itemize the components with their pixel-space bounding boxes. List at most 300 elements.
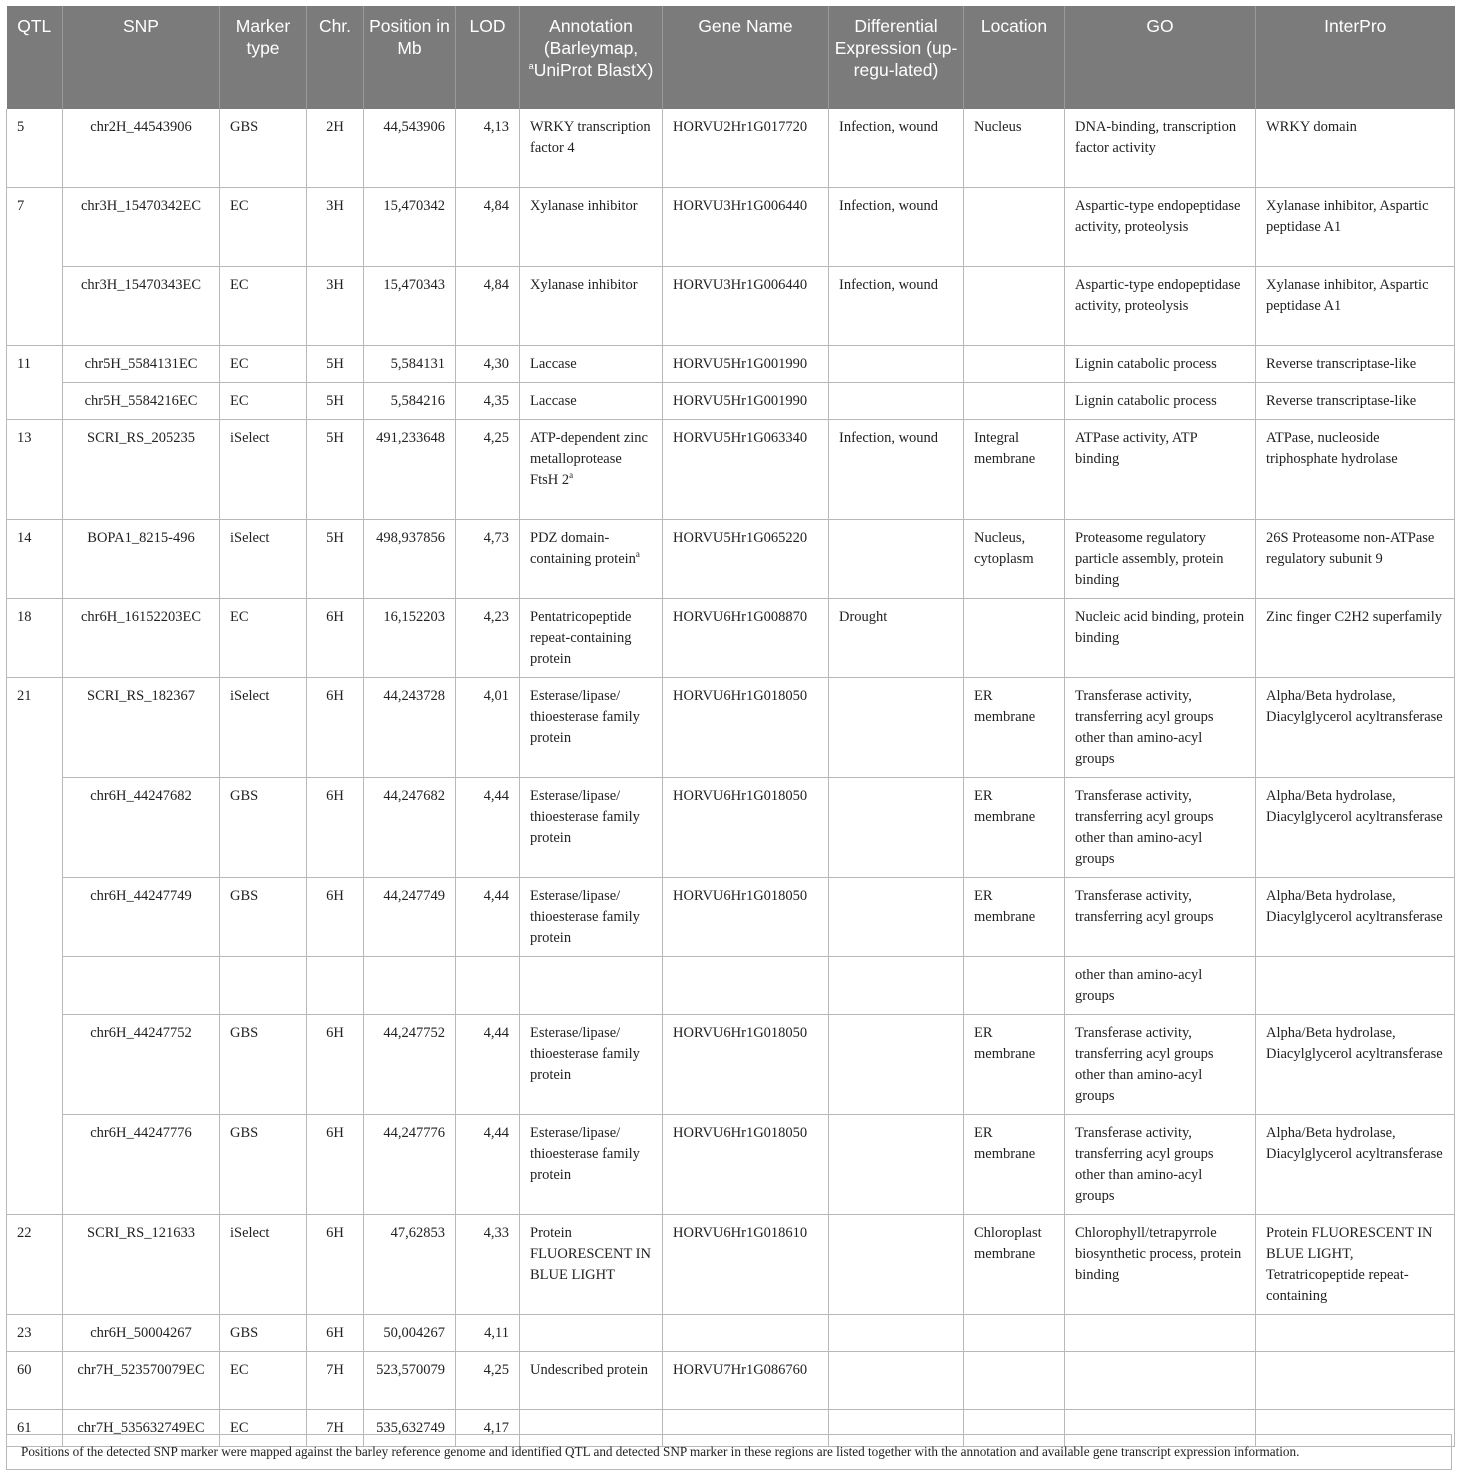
- row-go: [1065, 383, 1256, 420]
- row-marker-type-text: GBS: [230, 119, 259, 135]
- row-go: [1065, 778, 1256, 878]
- row-chr: [307, 599, 364, 678]
- row-annotation-text: Esterase/lipase/ thioesterase family protein: [530, 1125, 640, 1183]
- header-chr: Chr.: [307, 6, 364, 109]
- table-row: [7, 520, 1455, 599]
- row-marker-type-text: EC: [230, 277, 249, 293]
- row-annotation-text: Laccase: [530, 393, 577, 409]
- row-interpro-text: Alpha/Beta hydrolase, Diacylglycerol acyltransferase: [1266, 1025, 1443, 1062]
- row-chr: [307, 1115, 364, 1215]
- row-diff-expression: [829, 383, 964, 420]
- row-qtl: [7, 878, 63, 957]
- row-gene-name-text: HORVU6Hr1G018050: [673, 688, 808, 704]
- row-go: [1065, 520, 1256, 599]
- row-location-text: Nucleus, cytoplasm: [974, 530, 1034, 567]
- row-go: [1065, 599, 1256, 678]
- row-qtl: [7, 1015, 63, 1115]
- row-go: [1065, 957, 1256, 1015]
- row-location: [964, 188, 1065, 267]
- row-interpro: [1256, 599, 1455, 678]
- row-interpro-text: Protein FLUORESCENT IN BLUE LIGHT, Tetratricopeptide repeat-containing: [1266, 1225, 1433, 1304]
- row-chr-text: 6H: [326, 1325, 344, 1341]
- row-interpro: [1256, 267, 1455, 346]
- row-marker-type-text: GBS: [230, 1325, 259, 1341]
- table-row: [7, 188, 1455, 267]
- row-snp-text: chr2H_44543906: [90, 119, 192, 135]
- row-snp: [63, 678, 220, 778]
- row-position: [364, 109, 456, 188]
- row-interpro-text: Reverse transcriptase-like: [1266, 393, 1417, 409]
- row-position-text: 15,470343: [383, 277, 445, 293]
- row-snp-text: SCRI_RS_205235: [87, 430, 195, 446]
- row-marker-type-text: EC: [230, 1362, 249, 1378]
- row-location: [964, 1115, 1065, 1215]
- row-chr-text: 6H: [326, 1025, 344, 1041]
- row-interpro: [1256, 878, 1455, 957]
- row-chr-text: 5H: [326, 530, 344, 546]
- row-lod-text: 4,73: [483, 530, 509, 546]
- row-chr: [307, 1015, 364, 1115]
- row-go: [1065, 267, 1256, 346]
- row-lod-text: 4,13: [483, 119, 509, 135]
- row-go-text: Proteasome regulatory particle assembly, protein binding: [1075, 530, 1224, 588]
- row-qtl: [7, 520, 63, 599]
- row-position-text: 5,584216: [390, 393, 445, 409]
- row-chr: [307, 778, 364, 878]
- row-chr-text: 5H: [326, 356, 344, 372]
- row-snp-text: chr5H_5584131EC: [84, 356, 198, 372]
- row-gene-name-text: HORVU3Hr1G006440: [673, 198, 808, 214]
- row-interpro-text: Alpha/Beta hydrolase, Diacylglycerol acyltransferase: [1266, 688, 1443, 725]
- row-gene-name-text: HORVU6Hr1G018050: [673, 888, 808, 904]
- row-annotation: [520, 1315, 663, 1352]
- row-qtl: [7, 1115, 63, 1215]
- row-location: [964, 1352, 1065, 1410]
- annotation-footnote-marker: a: [635, 549, 640, 560]
- row-marker-type-text: GBS: [230, 1125, 259, 1141]
- row-lod: [456, 520, 520, 599]
- row-annotation: [520, 346, 663, 383]
- row-position: [364, 1215, 456, 1315]
- row-qtl-text: 23: [17, 1325, 32, 1341]
- row-diff-expression: [829, 420, 964, 520]
- row-interpro-text: Alpha/Beta hydrolase, Diacylglycerol acyltransferase: [1266, 1125, 1443, 1162]
- row-gene-name: [663, 1015, 829, 1115]
- row-location: [964, 1015, 1065, 1115]
- row-snp: [63, 109, 220, 188]
- row-position-text: 5,584131: [390, 356, 445, 372]
- row-qtl-text: 60: [17, 1362, 32, 1378]
- row-go-text: Transferase activity, transferring acyl groups: [1075, 888, 1214, 925]
- row-position-text: 44,247749: [383, 888, 445, 904]
- row-marker-type-text: EC: [230, 1420, 249, 1436]
- row-chr: [307, 520, 364, 599]
- row-qtl-text: 21: [17, 688, 32, 704]
- table-row: [7, 1315, 1455, 1352]
- row-location: [964, 383, 1065, 420]
- row-annotation-text: WRKY transcription factor 4: [530, 119, 651, 156]
- row-lod-text: 4,44: [483, 1125, 509, 1141]
- row-lod-text: 4,44: [483, 788, 509, 804]
- row-location: [964, 346, 1065, 383]
- row-interpro-text: Alpha/Beta hydrolase, Diacylglycerol acyltransferase: [1266, 788, 1443, 825]
- row-diff-expression: [829, 346, 964, 383]
- row-location: [964, 267, 1065, 346]
- row-diff-expression: [829, 1015, 964, 1115]
- row-interpro: [1256, 1115, 1455, 1215]
- row-annotation: [520, 520, 663, 599]
- row-interpro: [1256, 1315, 1455, 1352]
- row-gene-name: [663, 1315, 829, 1352]
- row-interpro-text: 26S Proteasome non-ATPase regulatory subunit 9: [1266, 530, 1435, 567]
- row-position-text: 15,470342: [383, 198, 445, 214]
- row-gene-name-text: HORVU5Hr1G001990: [673, 356, 808, 372]
- row-location-text: Integral membrane: [974, 430, 1036, 467]
- table-row: [7, 420, 1455, 520]
- row-chr: [307, 109, 364, 188]
- row-marker-type-text: EC: [230, 356, 249, 372]
- row-annotation-text: Undescribed protein: [530, 1362, 648, 1378]
- row-annotation: [520, 1015, 663, 1115]
- row-position: [364, 599, 456, 678]
- row-location-text: ER membrane: [974, 888, 1036, 925]
- row-annotation-text: Protein FLUORESCENT IN BLUE LIGHT: [530, 1225, 651, 1283]
- table-row: [7, 1115, 1455, 1215]
- header-qtl: QTL: [7, 6, 63, 109]
- row-annotation-text: Xylanase inhibitor: [530, 277, 638, 293]
- row-snp-text: chr6H_16152203EC: [80, 609, 201, 625]
- row-go: [1065, 188, 1256, 267]
- row-chr: [307, 957, 364, 1015]
- row-snp-text: chr7H_535632749EC: [77, 1420, 205, 1436]
- row-snp: [63, 188, 220, 267]
- row-marker-type: [220, 520, 307, 599]
- row-go-text: other than amino-acyl groups: [1075, 967, 1203, 1004]
- row-qtl: [7, 109, 63, 188]
- row-snp: [63, 267, 220, 346]
- row-annotation-text: Esterase/lipase/ thioesterase family protein: [530, 788, 640, 846]
- row-lod-text: 4,25: [483, 430, 509, 446]
- row-interpro-text: Xylanase inhibitor, Aspartic peptidase A1: [1266, 277, 1429, 314]
- row-qtl: [7, 1215, 63, 1315]
- row-go: [1065, 420, 1256, 520]
- row-position-text: 44,543906: [383, 119, 445, 135]
- row-location: [964, 420, 1065, 520]
- row-position-text: 47,62853: [390, 1225, 445, 1241]
- row-position: [364, 778, 456, 878]
- row-snp: [63, 1215, 220, 1315]
- row-lod: [456, 1015, 520, 1115]
- row-lod-text: 4,11: [484, 1325, 509, 1341]
- table-row: [7, 778, 1455, 878]
- row-location-text: Nucleus: [974, 119, 1022, 135]
- row-marker-type: [220, 678, 307, 778]
- row-marker-type-text: GBS: [230, 788, 259, 804]
- row-snp: [63, 346, 220, 383]
- row-qtl: [7, 1315, 63, 1352]
- row-position-text: 44,243728: [383, 688, 445, 704]
- header-position: Position in Mb: [364, 6, 456, 109]
- row-diff-expression-text: Infection, wound: [839, 198, 939, 214]
- row-marker-type-text: iSelect: [230, 688, 270, 704]
- row-gene-name: [663, 1215, 829, 1315]
- row-annotation: [520, 1115, 663, 1215]
- row-location: [964, 678, 1065, 778]
- row-annotation-text: Esterase/lipase/ thioesterase family protein: [530, 1025, 640, 1083]
- row-annotation: [520, 678, 663, 778]
- row-qtl: [7, 678, 63, 778]
- row-annotation-text: Laccase: [530, 356, 577, 372]
- row-snp-text: chr6H_50004267: [90, 1325, 192, 1341]
- row-go-text: ATPase activity, ATP binding: [1075, 430, 1198, 467]
- row-gene-name: [663, 267, 829, 346]
- row-diff-expression: [829, 188, 964, 267]
- row-annotation-text: Esterase/lipase/ thioesterase family protein: [530, 888, 640, 946]
- row-lod-text: 4,33: [483, 1225, 509, 1241]
- row-lod-text: 4,84: [483, 277, 509, 293]
- row-diff-expression: [829, 778, 964, 878]
- row-marker-type: [220, 346, 307, 383]
- row-location: [964, 1315, 1065, 1352]
- row-marker-type-text: EC: [230, 609, 249, 625]
- row-qtl: [7, 778, 63, 878]
- row-interpro: [1256, 957, 1455, 1015]
- row-gene-name: [663, 878, 829, 957]
- row-location: [964, 520, 1065, 599]
- table-row: [7, 267, 1455, 346]
- row-annotation: [520, 957, 663, 1015]
- row-annotation-text: Pentatricopeptide repeat-containing protein: [530, 609, 632, 667]
- row-snp: [63, 957, 220, 1015]
- qtl-snp-table: [6, 6, 1455, 1447]
- row-location-text: ER membrane: [974, 788, 1036, 825]
- table-row: [7, 1015, 1455, 1115]
- table-row: [7, 346, 1455, 383]
- row-diff-expression-text: Infection, wound: [839, 430, 939, 446]
- row-interpro-text: Zinc finger C2H2 superfamily: [1266, 609, 1442, 625]
- row-gene-name-text: HORVU5Hr1G001990: [673, 393, 808, 409]
- row-interpro-text: WRKY domain: [1266, 119, 1357, 135]
- row-lod-text: 4,35: [483, 393, 509, 409]
- row-marker-type: [220, 267, 307, 346]
- row-lod: [456, 346, 520, 383]
- row-annotation-text: Xylanase inhibitor: [530, 198, 638, 214]
- row-position-text: 498,937856: [376, 530, 445, 546]
- row-gene-name: [663, 109, 829, 188]
- row-position-text: 523,570079: [376, 1362, 445, 1378]
- row-qtl-text: 14: [17, 530, 32, 546]
- row-gene-name-text: HORVU6Hr1G018050: [673, 1025, 808, 1041]
- row-marker-type: [220, 1315, 307, 1352]
- row-position-text: 44,247752: [383, 1025, 445, 1041]
- row-interpro: [1256, 1352, 1455, 1410]
- row-lod-text: 4,01: [483, 688, 509, 704]
- annotation-footnote-marker: a: [569, 470, 574, 481]
- row-position: [364, 346, 456, 383]
- row-snp: [63, 383, 220, 420]
- row-marker-type: [220, 778, 307, 878]
- row-chr-text: 6H: [326, 788, 344, 804]
- header-snp: SNP: [63, 6, 220, 109]
- row-lod-text: 4,23: [483, 609, 509, 625]
- row-go-text: DNA-binding, transcription factor activity: [1075, 119, 1237, 156]
- row-snp-text: chr7H_523570079EC: [77, 1362, 205, 1378]
- row-gene-name: [663, 678, 829, 778]
- row-snp: [63, 878, 220, 957]
- row-lod: [456, 383, 520, 420]
- row-gene-name-text: HORVU5Hr1G063340: [673, 430, 808, 446]
- row-location: [964, 778, 1065, 878]
- row-marker-type: [220, 1015, 307, 1115]
- row-location-text: ER membrane: [974, 688, 1036, 725]
- row-position: [364, 1352, 456, 1410]
- row-go-text: Nucleic acid binding, protein binding: [1075, 609, 1245, 646]
- row-go-text: Transferase activity, transferring acyl groups other than amino-acyl groups: [1075, 1025, 1214, 1104]
- row-gene-name: [663, 957, 829, 1015]
- row-gene-name-text: HORVU3Hr1G006440: [673, 277, 808, 293]
- row-marker-type-text: EC: [230, 393, 249, 409]
- row-position: [364, 957, 456, 1015]
- table-row: [7, 678, 1455, 778]
- row-gene-name: [663, 383, 829, 420]
- row-position: [364, 678, 456, 778]
- row-lod: [456, 109, 520, 188]
- header-go: GO: [1065, 6, 1256, 109]
- row-go-text: Lignin catabolic process: [1075, 356, 1217, 372]
- table-footnote: Positions of the detected SNP marker were mapped against the barley reference genome and identified QTL and detected SNP marker in these regions are listed together with the annotation and available gene transcript expression information.: [6, 1434, 1452, 1470]
- row-chr-text: 3H: [326, 198, 344, 214]
- row-marker-type-text: iSelect: [230, 530, 270, 546]
- table-row: [7, 1215, 1455, 1315]
- row-chr: [307, 383, 364, 420]
- row-qtl-text: 5: [17, 119, 25, 135]
- row-snp-text: chr3H_15470343EC: [80, 277, 201, 293]
- header-annotation-b: UniProt BlastX): [533, 60, 654, 80]
- row-position: [364, 1315, 456, 1352]
- row-location: [964, 957, 1065, 1015]
- row-chr: [307, 1215, 364, 1315]
- row-lod: [456, 599, 520, 678]
- row-position: [364, 267, 456, 346]
- row-chr: [307, 267, 364, 346]
- row-marker-type-text: EC: [230, 198, 249, 214]
- row-interpro: [1256, 1015, 1455, 1115]
- row-snp-text: SCRI_RS_121633: [87, 1225, 195, 1241]
- table-row: [7, 383, 1455, 420]
- row-lod: [456, 1352, 520, 1410]
- row-gene-name-text: HORVU6Hr1G018610: [673, 1225, 808, 1241]
- row-snp-text: chr6H_44247682: [90, 788, 192, 804]
- row-lod-text: 4,17: [483, 1420, 509, 1436]
- row-position-text: 44,247682: [383, 788, 445, 804]
- row-go: [1065, 878, 1256, 957]
- row-position: [364, 383, 456, 420]
- row-lod: [456, 1115, 520, 1215]
- row-diff-expression: [829, 109, 964, 188]
- row-qtl-text: 7: [17, 198, 25, 214]
- row-snp-text: SCRI_RS_182367: [87, 688, 195, 704]
- row-qtl: [7, 383, 63, 420]
- row-interpro: [1256, 346, 1455, 383]
- row-lod: [456, 1315, 520, 1352]
- row-chr-text: 6H: [326, 688, 344, 704]
- row-annotation: [520, 420, 663, 520]
- row-snp-text: BOPA1_8215-496: [87, 530, 195, 546]
- row-interpro-text: Xylanase inhibitor, Aspartic peptidase A1: [1266, 198, 1429, 235]
- row-qtl-text: 13: [17, 430, 32, 446]
- row-chr-text: 6H: [326, 1125, 344, 1141]
- row-snp-text: chr6H_44247776: [90, 1125, 192, 1141]
- row-annotation-text: ATP-dependent zinc metalloprotease FtsH 2: [530, 430, 648, 488]
- row-position: [364, 520, 456, 599]
- row-annotation: [520, 188, 663, 267]
- row-interpro: [1256, 383, 1455, 420]
- row-marker-type: [220, 109, 307, 188]
- row-go-text: Transferase activity, transferring acyl groups other than amino-acyl groups: [1075, 1125, 1214, 1204]
- row-qtl: [7, 346, 63, 383]
- row-marker-type: [220, 1215, 307, 1315]
- row-snp: [63, 1115, 220, 1215]
- row-annotation: [520, 878, 663, 957]
- row-interpro-text: Reverse transcriptase-like: [1266, 356, 1417, 372]
- row-qtl-text: 61: [17, 1420, 32, 1436]
- row-go: [1065, 1015, 1256, 1115]
- row-diff-expression: [829, 520, 964, 599]
- row-diff-expression: [829, 1352, 964, 1410]
- row-lod-text: 4,44: [483, 1025, 509, 1041]
- row-marker-type: [220, 957, 307, 1015]
- row-location-text: ER membrane: [974, 1025, 1036, 1062]
- row-gene-name: [663, 599, 829, 678]
- row-qtl-text: 18: [17, 609, 32, 625]
- row-snp-text: chr3H_15470342EC: [80, 198, 201, 214]
- header-marker-type: Marker type: [220, 6, 307, 109]
- table-row: [7, 957, 1455, 1015]
- row-position-text: 44,247776: [383, 1125, 445, 1141]
- row-chr-text: 2H: [326, 119, 344, 135]
- header-gene-name: Gene Name: [663, 6, 829, 109]
- row-chr-text: 6H: [326, 888, 344, 904]
- row-lod-text: 4,44: [483, 888, 509, 904]
- row-diff-expression-text: Drought: [839, 609, 888, 625]
- header-row: [7, 6, 1455, 109]
- row-chr-text: 5H: [326, 393, 344, 409]
- row-marker-type: [220, 878, 307, 957]
- row-diff-expression: [829, 267, 964, 346]
- row-go: [1065, 1115, 1256, 1215]
- row-go-text: Aspartic-type endopeptidase activity, proteolysis: [1075, 277, 1241, 314]
- row-diff-expression-text: Infection, wound: [839, 119, 939, 135]
- row-annotation-text: Esterase/lipase/ thioesterase family protein: [530, 688, 640, 746]
- row-snp: [63, 1315, 220, 1352]
- row-marker-type: [220, 1352, 307, 1410]
- row-go-text: Transferase activity, transferring acyl groups other than amino-acyl groups: [1075, 788, 1214, 867]
- header-location: Location: [964, 6, 1065, 109]
- row-marker-type: [220, 188, 307, 267]
- row-snp: [63, 1352, 220, 1410]
- row-chr: [307, 1352, 364, 1410]
- row-annotation: [520, 778, 663, 878]
- row-qtl: [7, 599, 63, 678]
- row-gene-name: [663, 520, 829, 599]
- row-interpro: [1256, 678, 1455, 778]
- row-marker-type-text: GBS: [230, 888, 259, 904]
- row-diff-expression: [829, 599, 964, 678]
- row-chr-text: 7H: [326, 1362, 344, 1378]
- header-annotation-sup: a: [528, 61, 534, 72]
- row-lod: [456, 188, 520, 267]
- row-chr: [307, 678, 364, 778]
